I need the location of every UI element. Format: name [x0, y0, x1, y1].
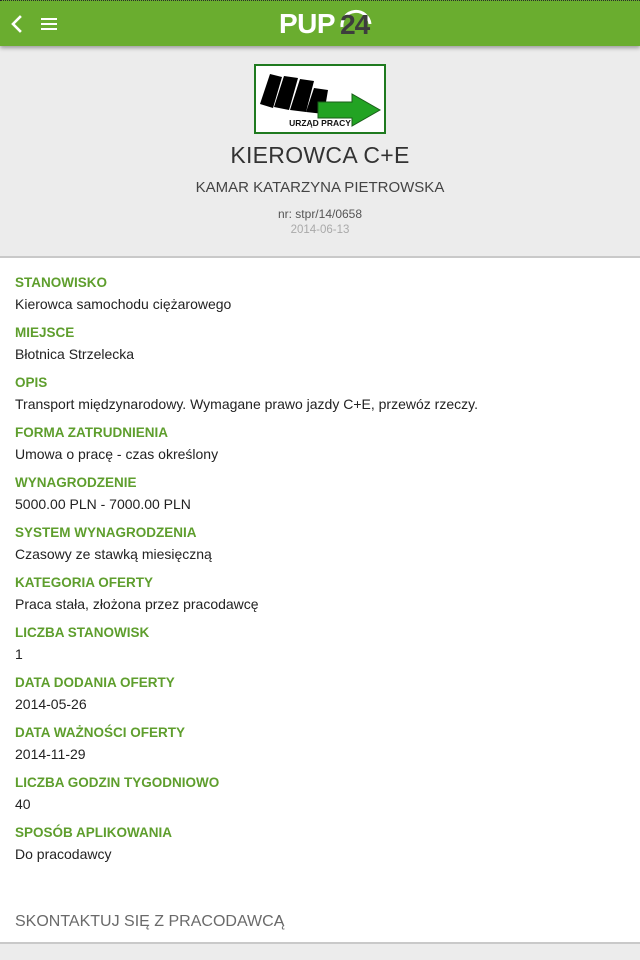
- field-value: Czasowy ze stawką miesięczną: [15, 546, 212, 562]
- detail-field-godziny-tygodniowo: [15, 775, 625, 825]
- field-label: SPOSÓB APLIKOWANIA: [15, 825, 173, 840]
- offer-header: [0, 46, 640, 258]
- detail-field-liczba-stanowisk: [15, 625, 625, 675]
- field-label: DATA WAŻNOŚCI OFERTY: [15, 725, 185, 740]
- field-value: Umowa o pracę - czas określony: [15, 446, 219, 462]
- app-bar: [0, 0, 640, 46]
- logo-text: PUP: [279, 8, 336, 39]
- field-value: Do pracodawcy: [15, 846, 112, 862]
- detail-field-opis: [15, 375, 625, 425]
- detail-field-system-wynagrodzenia: [15, 525, 625, 575]
- detail-field-kategoria-oferty: [15, 575, 625, 625]
- field-value: Kierowca samochodu ciężarowego: [15, 296, 232, 312]
- field-label: LICZBA GODZIN TYGODNIOWO: [15, 775, 220, 790]
- hamburger-menu-icon: [40, 17, 58, 31]
- field-value: 5000.00 PLN - 7000.00 PLN: [15, 496, 191, 512]
- field-label: DATA DODANIA OFERTY: [15, 675, 175, 690]
- field-value: Praca stała, złożona przez pracodawcę: [15, 596, 259, 612]
- field-label: SYSTEM WYNAGRODZENIA: [15, 525, 197, 540]
- field-label: MIEJSCE: [15, 325, 75, 340]
- chevron-left-icon: [9, 14, 23, 34]
- field-label: LICZBA STANOWISK: [15, 625, 150, 640]
- logo-number: 24: [340, 9, 370, 40]
- offer-date: 2014-06-13: [290, 224, 350, 236]
- logo-badge: [336, 7, 382, 41]
- offer-title: KIEROWCA C+E: [230, 142, 410, 168]
- app-logo[interactable]: [279, 7, 382, 41]
- field-label: STANOWISKO: [15, 275, 107, 290]
- detail-field-wynagrodzenie: [15, 475, 625, 525]
- detail-field-stanowisko: [15, 275, 625, 325]
- detail-field-forma-zatrudnienia: [15, 425, 625, 475]
- back-button[interactable]: [4, 9, 28, 39]
- field-label: OPIS: [15, 375, 48, 390]
- detail-field-data-dodania: [15, 675, 625, 725]
- urzad-pracy-emblem: [254, 64, 386, 134]
- offer-details: [15, 275, 625, 875]
- detail-field-miejsce: [15, 325, 625, 375]
- contact-section-bar: [0, 942, 640, 960]
- field-value: Transport międzynarodowy. Wymagane prawo jazdy C+E, przewóz rzeczy.: [15, 396, 478, 412]
- field-label: FORMA ZATRUDNIENIA: [15, 425, 168, 440]
- contact-employer-heading[interactable]: SKONTAKTUJ SIĘ Z PRACODAWCĄ: [15, 913, 285, 930]
- offer-number: nr: stpr/14/0658: [277, 207, 363, 221]
- field-value: Błotnica Strzelecka: [15, 346, 135, 362]
- emblem-caption: URZĄD PRACY: [289, 118, 351, 128]
- field-value: 1: [15, 646, 23, 662]
- field-value: 2014-11-29: [15, 746, 86, 762]
- menu-button[interactable]: [34, 9, 64, 39]
- field-label: WYNAGRODZENIE: [15, 475, 137, 490]
- field-value: 40: [15, 796, 31, 812]
- field-value: 2014-05-26: [15, 696, 87, 712]
- detail-field-data-waznosci: [15, 725, 625, 775]
- detail-field-sposob-aplikowania: [15, 825, 625, 875]
- company-name: KAMAR KATARZYNA PIETROWSKA: [195, 179, 445, 196]
- field-label: KATEGORIA OFERTY: [15, 575, 153, 590]
